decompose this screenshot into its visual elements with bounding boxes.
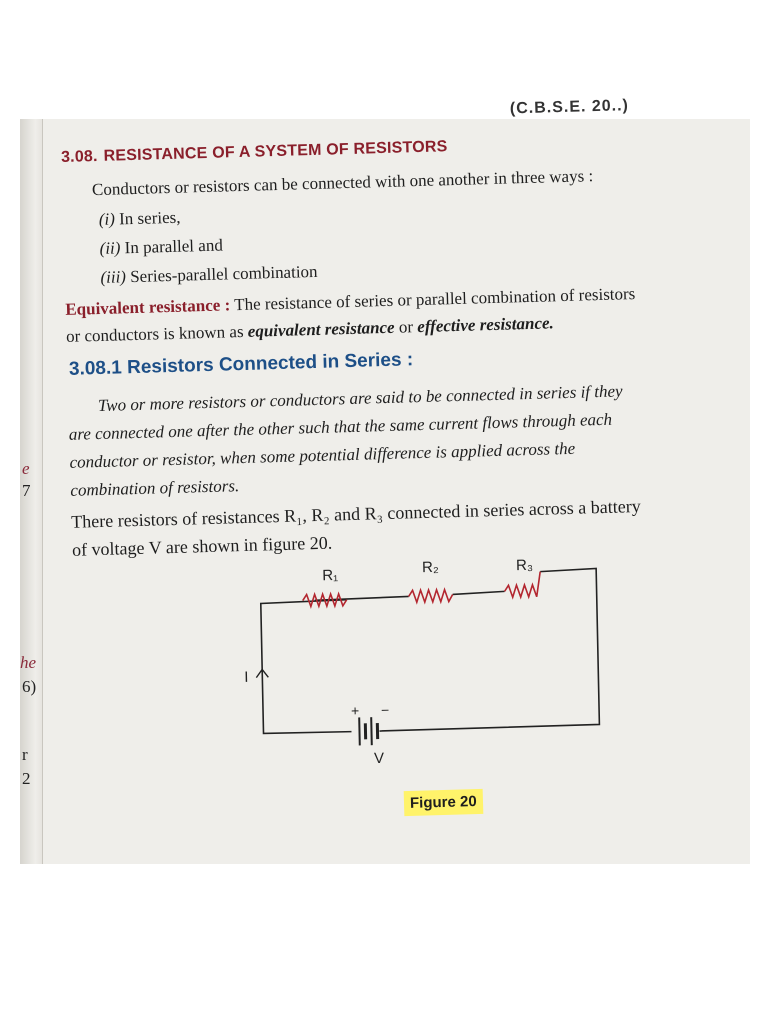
label-current: I — [244, 668, 249, 686]
definition-line-2 — [66, 313, 554, 347]
cut-header: (C.B.S.E. 20..) — [509, 97, 630, 118]
figure-caption: Figure 20 — [404, 789, 483, 816]
definition-label: Equivalent resistance : — [65, 295, 231, 319]
definition-text: or conductors is known as — [65, 321, 244, 346]
subsection-heading — [69, 349, 414, 381]
example-line: There resistors of resistances R₁, R₂ and R₃ connected in series across a battery — [70, 495, 641, 532]
prev-page-fragment: he — [20, 653, 37, 672]
prev-page-fragment: r — [22, 745, 28, 764]
example-line: of voltage V are shown in figure 20. — [71, 532, 333, 560]
definition-text: or — [398, 317, 414, 337]
paragraph-line: Two or more resistors or conductors are said to be connected in series if they — [97, 381, 623, 416]
label-plus: + — [350, 702, 360, 719]
label-minus: − — [380, 701, 390, 718]
prev-page-fragment: 7 — [22, 481, 31, 500]
list-text: In series, — [118, 207, 181, 229]
label-voltage: V — [373, 749, 385, 768]
list-text: Series-parallel combination — [129, 261, 318, 287]
section-intro: Conductors or resistors can be connected with one another in three ways : — [91, 166, 594, 200]
subsection-number: 3.08.1 — [68, 357, 123, 380]
label-r1: R₁ — [322, 566, 339, 585]
prev-page-fragment: e — [22, 459, 30, 478]
definition-term: equivalent resistance — [247, 317, 395, 341]
list-marker: (i) — [98, 209, 116, 229]
prev-page-fragment: 2 — [22, 769, 31, 788]
section-heading — [61, 138, 448, 167]
battery-symbol — [359, 717, 378, 745]
subsection-title: Resistors Connected in Series : — [126, 349, 414, 379]
paragraph-line: are connected one after the other such that the same current flows through each — [68, 409, 613, 444]
list-item — [100, 262, 318, 288]
section-title: RESISTANCE OF A SYSTEM OF RESISTORS — [103, 138, 448, 165]
series-circuit-figure — [236, 558, 605, 776]
paragraph-line: conductor or resistor, when some potential difference is applied across the — [69, 438, 576, 472]
resistor-r2 — [409, 589, 453, 602]
label-r3: R₃ — [515, 556, 534, 575]
list-text: In parallel and — [124, 235, 224, 258]
section-number: 3.08. — [60, 147, 98, 166]
definition-term: effective resistance. — [416, 313, 555, 337]
prev-page-fragment: 6) — [22, 677, 37, 696]
resistor-r3 — [504, 572, 541, 598]
list-marker: (ii) — [99, 238, 121, 258]
label-r2: R₂ — [421, 558, 439, 577]
resistor-r1 — [303, 594, 347, 607]
list-marker: (iii) — [100, 267, 127, 287]
list-item — [99, 208, 181, 230]
paragraph-line: combination of resistors. — [70, 476, 240, 500]
definition-text: The resistance of series or parallel combination of resistors — [233, 284, 636, 315]
list-item — [99, 236, 223, 259]
